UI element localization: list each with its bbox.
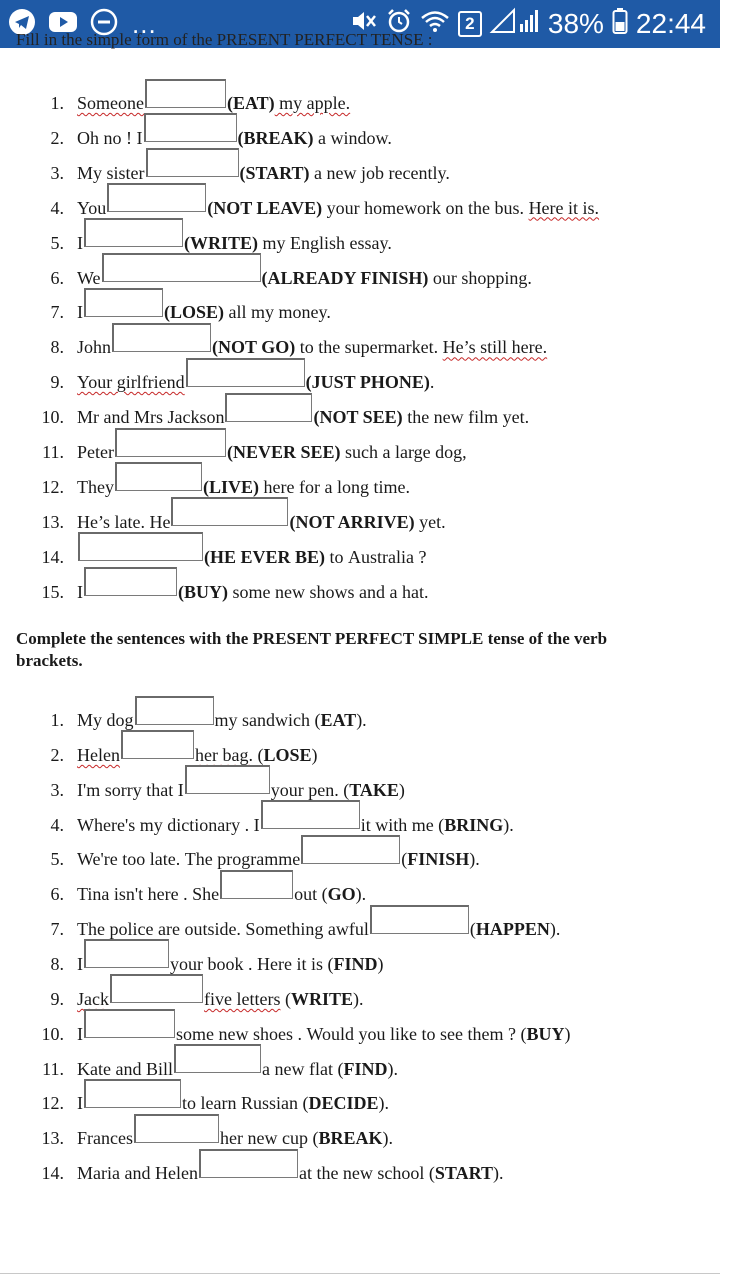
verb-hint: HAPPEN xyxy=(475,919,550,940)
sentence-text: ). xyxy=(378,1093,389,1114)
sentence-text: Here it is. xyxy=(528,197,600,218)
item-number: 4. xyxy=(50,814,64,835)
sentence-text: a new job recently. xyxy=(309,162,450,183)
sentence-text: Peter xyxy=(77,442,114,462)
sentence-text: her new cup ( xyxy=(219,1128,319,1149)
sentence-text: Maria and Helen xyxy=(77,1163,198,1184)
sentence-text: ). xyxy=(382,1128,393,1149)
answer-blank[interactable] xyxy=(171,497,288,526)
verb-hint: BRING xyxy=(444,814,504,835)
sentence-text: They xyxy=(77,476,114,497)
item-number: 12. xyxy=(41,476,64,497)
sentence-text: ( xyxy=(469,919,476,940)
sentence-text: John xyxy=(77,337,112,358)
verb-hint: (NOT LEAVE) xyxy=(207,197,323,218)
answer-blank[interactable] xyxy=(84,567,177,596)
verb-hint: (BREAK) xyxy=(237,127,314,148)
item-number: 9. xyxy=(50,988,64,1009)
item-number: 11. xyxy=(42,442,64,462)
exercise-item xyxy=(0,365,720,399)
item-number: 5. xyxy=(50,849,64,870)
sentence-text: here for a long time. xyxy=(259,476,410,497)
exercise-item xyxy=(0,295,720,329)
sentence-text: My dog xyxy=(77,710,134,730)
sentence-text: our shopping. xyxy=(428,267,532,288)
sentence-text: it with me ( xyxy=(360,814,445,835)
answer-blank[interactable] xyxy=(261,800,360,829)
verb-hint: (LOSE) xyxy=(164,302,225,323)
document-view[interactable] xyxy=(0,30,720,1273)
answer-blank[interactable] xyxy=(135,696,214,725)
sentence-text: ( xyxy=(252,744,264,765)
answer-blank[interactable] xyxy=(84,218,183,247)
answer-blank[interactable] xyxy=(225,393,312,422)
item-number: 7. xyxy=(50,919,64,940)
sentence-text: such a large dog, xyxy=(340,442,467,462)
item-sentence xyxy=(77,330,547,364)
sentence-text: I xyxy=(77,302,83,323)
verb-hint: (NEVER SEE) xyxy=(226,442,341,462)
sentence-text: Frances xyxy=(77,1128,133,1149)
verb-hint: (BUY) xyxy=(178,581,228,602)
sentence-text: yet. xyxy=(414,511,446,532)
item-sentence xyxy=(77,1156,503,1190)
item-sentence xyxy=(77,575,428,609)
sentence-text: my sandwich ( xyxy=(214,710,321,730)
answer-blank[interactable] xyxy=(84,1079,181,1108)
verb-hint: (NOT ARRIVE) xyxy=(289,511,415,532)
verb-hint: FIND xyxy=(343,1058,388,1079)
sentence-text: ). xyxy=(355,884,367,905)
sentence-text: your homework on the bus. xyxy=(322,197,529,218)
exercise-item xyxy=(0,86,720,120)
item-number: 1. xyxy=(50,93,64,113)
sentence-text: ). xyxy=(503,814,514,835)
answer-blank[interactable] xyxy=(112,323,211,352)
answer-blank[interactable] xyxy=(144,113,237,142)
answer-blank[interactable] xyxy=(145,79,226,108)
exercise-2-heading xyxy=(16,628,736,672)
battery-icon xyxy=(612,7,628,42)
verb-hint: (WRITE) xyxy=(184,232,259,253)
exercise-2-heading-line2: brackets. xyxy=(16,651,83,670)
item-number: 7. xyxy=(50,302,64,323)
sentence-text: at the new school ( xyxy=(298,1163,435,1184)
item-number: 5. xyxy=(50,232,64,253)
exercise-item xyxy=(0,470,720,504)
sentence-text: I'm sorry that I xyxy=(77,779,184,800)
sentence-text: ) xyxy=(564,1023,571,1044)
sentence-text: He’s late. He xyxy=(77,511,171,532)
exercise-item xyxy=(0,877,720,911)
answer-blank[interactable] xyxy=(146,148,239,177)
exercise-item xyxy=(0,1121,720,1155)
answer-blank[interactable] xyxy=(84,939,169,968)
sentence-text: your pen. ( xyxy=(270,779,350,800)
sentence-text: out ( xyxy=(294,884,328,905)
sentence-text: a new flat ( xyxy=(261,1058,344,1079)
sentence-text: ) xyxy=(377,953,384,974)
sentence-text: Jack xyxy=(77,988,109,1009)
cutoff-instruction: Fill in the simple form of the PRESENT PERFECT TENSE : xyxy=(16,30,433,49)
verb-hint: WRITE xyxy=(290,988,353,1009)
verb-hint: TAKE xyxy=(349,779,399,800)
clock: 22:44 xyxy=(635,8,706,39)
sentence-text: the new film yet. xyxy=(402,407,530,428)
answer-blank[interactable] xyxy=(78,532,203,561)
exercise-item xyxy=(0,1017,720,1051)
answer-blank[interactable] xyxy=(115,462,202,491)
answer-blank[interactable] xyxy=(185,765,270,794)
exercise-2-heading-line1: Complete the sentences with the PRESENT PERFECT SIMPLE tense of the verb xyxy=(16,629,608,648)
sentence-text: Helen xyxy=(77,744,120,765)
sentence-text: Your girlfriend xyxy=(77,372,185,393)
sentence-text: I xyxy=(77,1093,83,1114)
bottom-divider xyxy=(0,1273,720,1274)
item-number: 3. xyxy=(50,779,64,800)
answer-blank[interactable] xyxy=(134,1114,219,1143)
answer-blank[interactable] xyxy=(121,730,194,759)
sentence-text: all my money. xyxy=(224,302,331,323)
answer-blank[interactable] xyxy=(102,253,261,282)
sentence-text: ) xyxy=(311,744,318,765)
sentence-text: Oh no ! I xyxy=(77,127,143,148)
sentence-text: her bag. xyxy=(194,744,253,765)
item-number: 15. xyxy=(41,581,64,602)
sentence-text: I xyxy=(77,232,83,253)
sentence-text: a window. xyxy=(313,127,392,148)
sentence-text: ( xyxy=(401,849,408,870)
exercise-item xyxy=(0,330,720,364)
verb-hint: (LIVE) xyxy=(202,476,259,497)
exercise-item xyxy=(0,575,720,609)
answer-blank[interactable] xyxy=(174,1044,261,1073)
item-sentence xyxy=(77,1086,389,1120)
sentence-text: The police are outside. Something awful xyxy=(77,919,369,940)
answer-blank[interactable] xyxy=(370,905,469,934)
item-sentence xyxy=(77,1017,571,1051)
sentence-text: I xyxy=(77,1023,83,1044)
exercise-item xyxy=(0,738,720,772)
item-number: 2. xyxy=(50,744,64,765)
sentence-text: your book . Here it is ( xyxy=(170,953,334,974)
answer-blank[interactable] xyxy=(84,288,163,317)
verb-hint: EAT xyxy=(320,710,357,730)
exercise-item xyxy=(0,947,720,981)
answer-blank[interactable] xyxy=(84,1009,175,1038)
item-number: 2. xyxy=(50,127,64,148)
item-number: 6. xyxy=(50,267,64,288)
sentence-text: ). xyxy=(492,1163,504,1184)
verb-hint: FINISH xyxy=(407,849,470,870)
exercise-item xyxy=(0,703,720,737)
sentence-text: to learn Russian ( xyxy=(182,1093,309,1114)
item-number: 8. xyxy=(50,337,64,358)
verb-hint: (EAT) xyxy=(227,93,275,113)
sentence-text: You xyxy=(77,197,107,218)
battery-percent: 38% xyxy=(547,8,604,39)
signal-icon xyxy=(490,8,540,41)
sentence-text: Kate and Bill xyxy=(77,1058,173,1079)
exercise-item xyxy=(0,400,720,434)
sentence-text: five letters xyxy=(203,988,281,1009)
answer-blank[interactable] xyxy=(107,183,206,212)
sentence-text: some new shoes . Would you like to see them ? ( xyxy=(176,1023,527,1044)
item-sentence xyxy=(77,808,514,842)
sentence-text: We xyxy=(77,267,101,288)
verb-hint: START xyxy=(434,1163,493,1184)
sentence-text: I xyxy=(77,953,83,974)
sentence-text: ). xyxy=(356,710,367,730)
verb-hint: (JUST PHONE) xyxy=(305,372,430,393)
verb-hint: BUY xyxy=(526,1023,565,1044)
exercise-item xyxy=(0,121,720,155)
sentence-text: ). xyxy=(352,988,364,1009)
exercise-item xyxy=(0,1086,720,1120)
verb-hint: (ALREADY FINISH) xyxy=(261,267,429,288)
sentence-text: I xyxy=(77,581,83,602)
sentence-text: ( xyxy=(280,988,291,1009)
verb-hint: FIND xyxy=(333,953,378,974)
sentence-text: ). xyxy=(469,849,480,870)
answer-blank[interactable] xyxy=(186,358,305,387)
item-number: 10. xyxy=(41,1023,64,1044)
sentence-text: my apple. xyxy=(274,93,351,113)
item-sentence xyxy=(77,877,366,911)
sentence-text: Mr and Mrs Jackson xyxy=(77,407,225,428)
exercise-item xyxy=(0,842,720,876)
verb-hint: BREAK xyxy=(318,1128,383,1149)
answer-blank[interactable] xyxy=(220,870,293,899)
item-number: 8. xyxy=(50,953,64,974)
item-number: 14. xyxy=(41,1163,64,1184)
sentence-text: to the supermarket. xyxy=(295,337,443,358)
verb-hint: (NOT GO) xyxy=(212,337,296,358)
item-number: 1. xyxy=(50,710,64,730)
item-number: 14. xyxy=(41,546,64,567)
sentence-text: my English essay. xyxy=(258,232,392,253)
item-number: 11. xyxy=(42,1058,64,1079)
sentence-text: Where's my dictionary . I xyxy=(77,814,260,835)
answer-blank[interactable] xyxy=(110,974,203,1003)
verb-hint: LOSE xyxy=(263,744,312,765)
verb-hint: (HE EVER BE) xyxy=(204,546,326,567)
item-number: 12. xyxy=(41,1093,64,1114)
item-number: 4. xyxy=(50,197,64,218)
exercise-item xyxy=(0,773,720,807)
exercise-item xyxy=(0,435,720,469)
sentence-text: some new shows and a hat. xyxy=(228,581,429,602)
sentence-text: Someone xyxy=(77,93,144,113)
sim-badge: 2 xyxy=(458,11,482,37)
item-number: 9. xyxy=(50,372,64,393)
sentence-text: He’s still here. xyxy=(442,337,548,358)
sentence-text: ). xyxy=(549,919,561,940)
sentence-text: ) xyxy=(398,779,405,800)
verb-hint: (NOT SEE) xyxy=(313,407,403,428)
sentence-text: to Australia ? xyxy=(325,546,427,567)
sentence-text: My sister xyxy=(77,162,145,183)
sentence-text: . xyxy=(429,372,435,393)
verb-hint: (START) xyxy=(239,162,310,183)
item-number: 10. xyxy=(41,407,64,428)
sentence-text: ). xyxy=(387,1058,398,1079)
verb-hint: GO xyxy=(327,884,356,905)
answer-blank[interactable] xyxy=(199,1149,298,1178)
answer-blank[interactable] xyxy=(115,428,226,457)
answer-blank[interactable] xyxy=(301,835,400,864)
item-number: 6. xyxy=(50,884,64,905)
verb-hint: DECIDE xyxy=(308,1093,379,1114)
sentence-text: Tina isn't here . She xyxy=(77,884,220,905)
item-number: 13. xyxy=(41,511,64,532)
exercise-item xyxy=(0,1156,720,1190)
item-number: 3. xyxy=(50,162,64,183)
more-notifications: ... xyxy=(132,8,157,39)
item-number: 13. xyxy=(41,1128,64,1149)
sentence-text: We're too late. The programme xyxy=(77,849,301,870)
